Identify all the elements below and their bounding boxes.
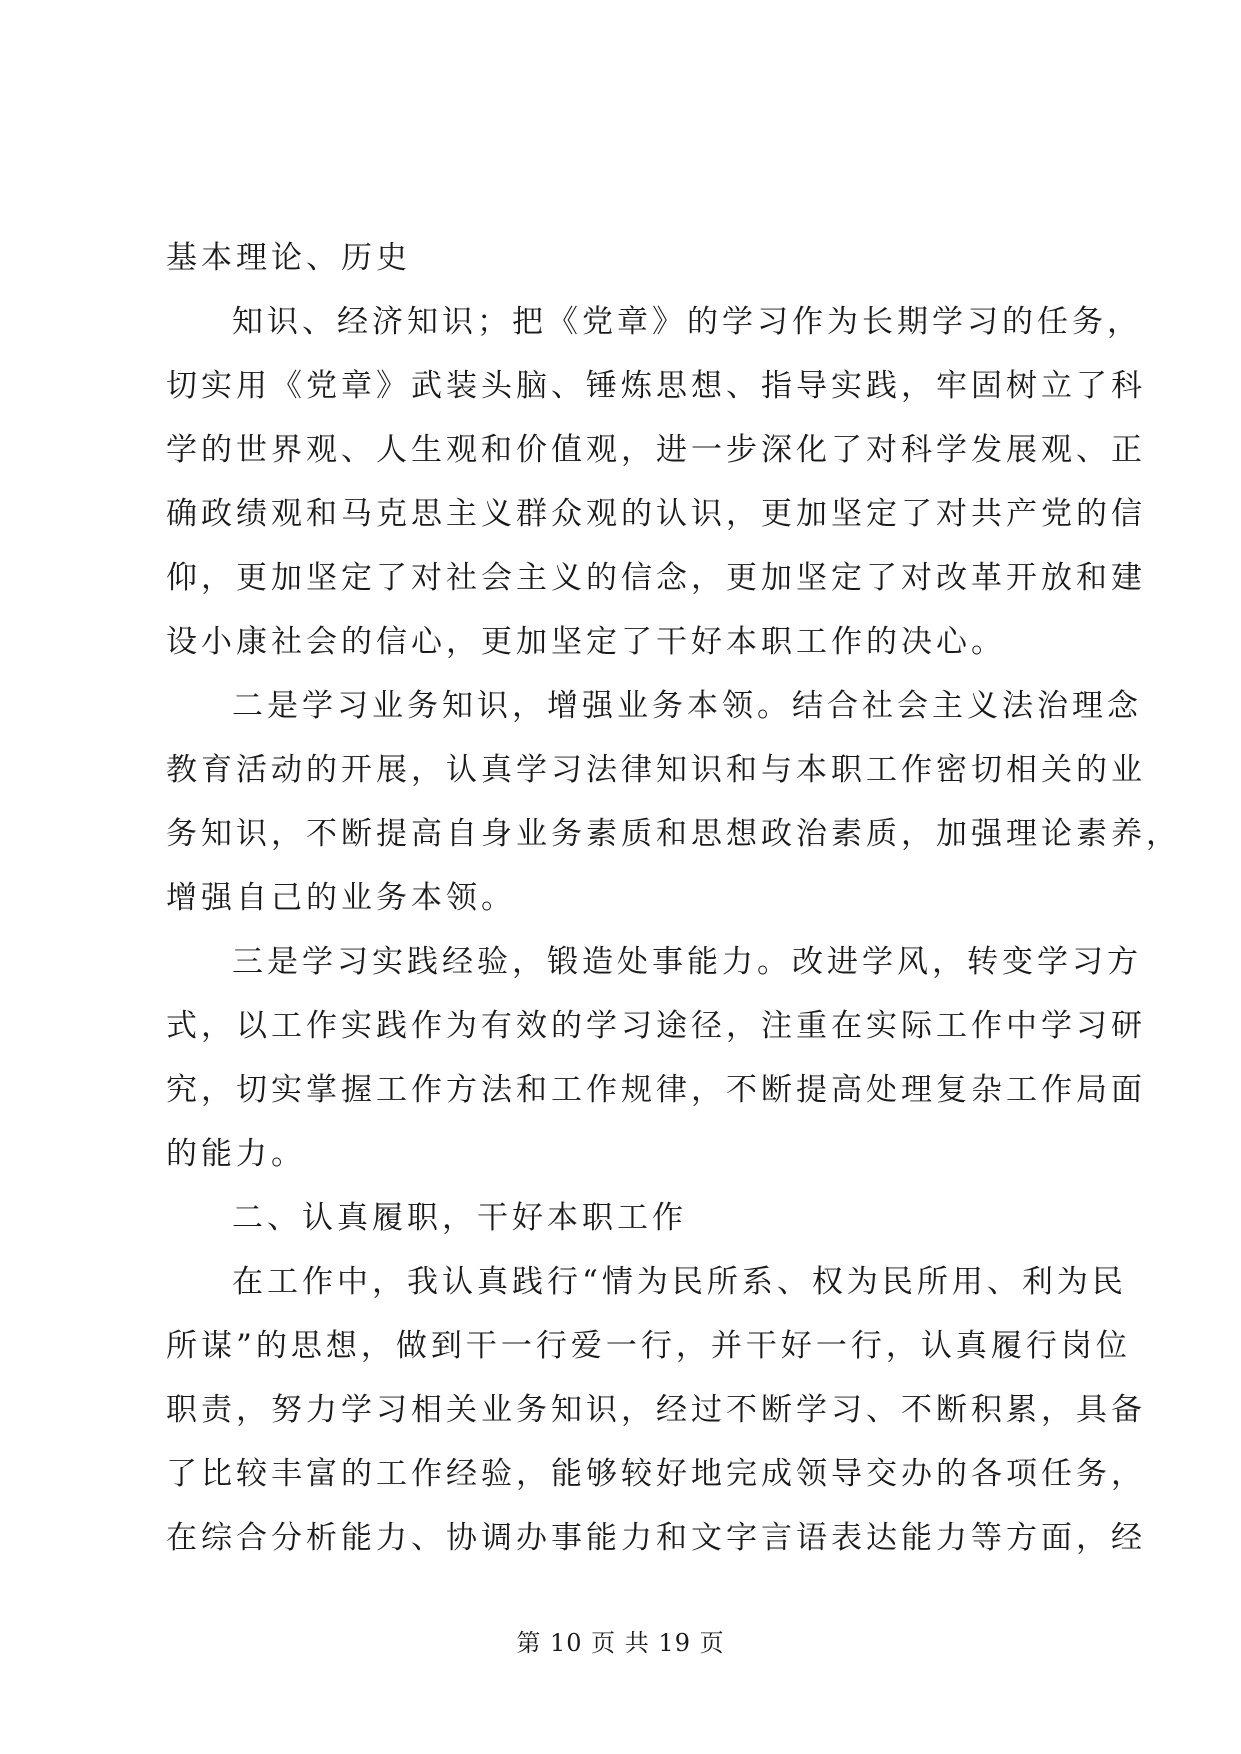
text-line: 基本理论、历史 — [166, 240, 411, 276]
text-line: 了比较丰富的工作经验，能够较好地完成领导交办的各项任务， — [166, 1456, 1146, 1492]
page-number-footer: 第 10 页 共 19 页 — [516, 1629, 725, 1657]
text-line: 确政绩观和马克思主义群众观的认识，更加坚定了对共产党的信 — [166, 496, 1146, 532]
document-body — [166, 226, 1181, 1570]
text-line: 增强自己的业务本领。 — [166, 880, 516, 916]
section-heading: 二、认真履职，干好本职工作 — [232, 1200, 687, 1236]
text-line: 教育活动的开展，认真学习法律知识和与本职工作密切相关的业 — [166, 752, 1146, 788]
text-line: 设小康社会的信心，更加坚定了干好本职工作的决心。 — [166, 624, 1006, 660]
text-line: 所谋”的思想，做到干一行爱一行，并干好一行，认真履行岗位 — [166, 1328, 1131, 1364]
text-line: 切实用《党章》武装头脑、锤炼思想、指导实践，牢固树立了科 — [166, 368, 1146, 404]
text-line: 知识、经济知识；把《党章》的学习作为长期学习的任务， — [232, 304, 1142, 340]
text-line: 在工作中，我认真践行“情为民所系、权为民所用、利为民 — [232, 1264, 1127, 1300]
text-line: 职责，努力学习相关业务知识，经过不断学习、不断积累，具备 — [166, 1392, 1146, 1428]
text-line: 学的世界观、人生观和价值观，进一步深化了对科学发展观、正 — [166, 432, 1146, 468]
text-line: 三是学习实践经验，锻造处事能力。改进学风，转变学习方 — [232, 944, 1142, 980]
text-line: 仰，更加坚定了对社会主义的信念，更加坚定了对改革开放和建 — [166, 560, 1146, 596]
text-line: 务知识，不断提高自身业务素质和思想政治素质，加强理论素养， — [166, 816, 1181, 852]
text-line: 二是学习业务知识，增强业务本领。结合社会主义法治理念 — [232, 688, 1142, 724]
text-line: 在综合分析能力、协调办事能力和文字言语表达能力等方面，经 — [166, 1520, 1146, 1556]
text-line: 的能力。 — [166, 1136, 306, 1172]
text-line: 究，切实掌握工作方法和工作规律，不断提高处理复杂工作局面 — [166, 1072, 1146, 1108]
text-line: 式，以工作实践作为有效的学习途径，注重在实际工作中学习研 — [166, 1008, 1146, 1044]
